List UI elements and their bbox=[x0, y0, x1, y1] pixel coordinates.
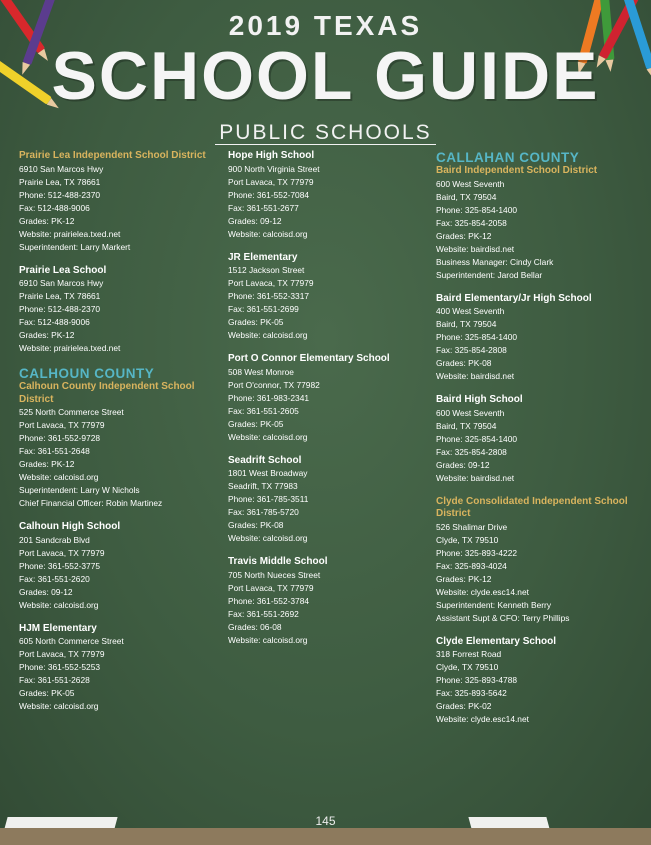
entry-detail-line: 1512 Jackson Street bbox=[228, 265, 305, 275]
district-name: Baird Independent School District bbox=[436, 165, 598, 176]
entry-detail-line: 526 Shalimar Drive bbox=[436, 521, 508, 532]
entry-detail-line: 318 Forrest Road bbox=[436, 649, 502, 659]
entry-detail-line: Grades: PK-05 bbox=[19, 688, 75, 698]
entry-detail-line: Port Lavaca, TX 77979 bbox=[228, 582, 314, 593]
entry-detail-line: Grades: PK-12 bbox=[19, 215, 75, 226]
entry-detail-line: Port O'connor, TX 77982 bbox=[228, 379, 320, 390]
entry-detail-line: Website: clyde.esc14.net bbox=[436, 714, 529, 724]
school-name: Hope High School bbox=[228, 150, 315, 161]
entry-detail-line: 1801 West Broadway bbox=[228, 468, 308, 478]
page-subtitle bbox=[0, 121, 651, 145]
page-subtitle-text: PUBLIC SCHOOLS bbox=[215, 121, 435, 145]
entry-detail-line: Fax: 361-551-2648 bbox=[19, 446, 90, 456]
entry-detail-line: Website: calcoisd.org bbox=[228, 330, 308, 340]
entry-detail-line: Fax: 361-551-2692 bbox=[228, 608, 299, 619]
entry-detail-line: Phone: 361-552-3784 bbox=[228, 595, 310, 606]
page-title: SCHOOL GUIDE bbox=[51, 38, 600, 114]
entry-detail-line: Prairie Lea, TX 78661 bbox=[19, 176, 101, 187]
entry-detail-line: Port Lavaca, TX 77979 bbox=[19, 547, 105, 558]
entry-detail-line: Website: calcoisd.org bbox=[228, 533, 308, 543]
entry-detail-line: Phone: 512-488-2370 bbox=[19, 304, 101, 314]
entry-detail-line: Fax: 512-488-9006 bbox=[19, 317, 90, 327]
entry-detail-line: 900 North Virginia Street bbox=[228, 163, 320, 174]
school-entry bbox=[228, 455, 433, 546]
entry-detail-line: Grades: PK-05 bbox=[228, 317, 284, 327]
county-heading: CALLAHAN COUNTY bbox=[436, 150, 580, 165]
entry-detail-line: 6910 San Marcos Hwy bbox=[19, 163, 104, 174]
entry-detail-line: Website: bairdisd.net bbox=[436, 371, 515, 381]
entry-detail-line: Business Manager: Cindy Clark bbox=[436, 256, 554, 267]
entry-detail-line: Website: calcoisd.org bbox=[19, 599, 99, 610]
school-name: Seadrift School bbox=[228, 454, 302, 466]
school-entry bbox=[228, 252, 433, 343]
entry-detail-line: Phone: 512-488-2370 bbox=[19, 189, 101, 200]
district-entry bbox=[436, 496, 641, 625]
entry-detail-line: Fax: 325-854-2808 bbox=[436, 345, 507, 355]
entry-detail-line: Grades: PK-12 bbox=[19, 330, 75, 340]
entry-detail-line: Phone: 361-552-3775 bbox=[19, 560, 101, 571]
entry-detail-line: Fax: 325-854-2808 bbox=[436, 446, 507, 457]
entry-detail-line: Fax: 325-893-4024 bbox=[436, 560, 507, 571]
school-name: Baird Elementary/Jr High School bbox=[436, 292, 592, 304]
entry-detail-line: Fax: 325-854-2058 bbox=[436, 217, 507, 228]
school-entry bbox=[436, 636, 641, 727]
school-entry bbox=[228, 150, 433, 241]
column-2 bbox=[228, 150, 433, 658]
entry-detail-line: Grades: PK-08 bbox=[228, 520, 284, 530]
entry-detail-line: Grades: 06-08 bbox=[228, 621, 282, 632]
entry-detail-line: Fax: 361-551-2699 bbox=[228, 304, 299, 314]
entry-detail-line: Fax: 361-551-2677 bbox=[228, 202, 299, 213]
entry-detail-line: Assistant Supt & CFO: Terry Phillips bbox=[436, 612, 570, 623]
entry-detail-line: Superintendent: Kenneth Berry bbox=[436, 599, 552, 610]
entry-detail-line: Grades: PK-05 bbox=[228, 418, 284, 429]
entry-detail-line: Fax: 512-488-9006 bbox=[19, 202, 90, 213]
entry-detail-line: Grades: PK-08 bbox=[436, 358, 492, 368]
entry-detail-line: Phone: 361-552-3317 bbox=[228, 291, 310, 301]
entry-detail-line: Phone: 325-854-1400 bbox=[436, 433, 518, 444]
entry-detail-line: Clyde, TX 79510 bbox=[436, 534, 499, 545]
chalk-ledge bbox=[0, 828, 651, 845]
entry-detail-line: 525 North Commerce Street bbox=[19, 407, 124, 417]
entry-detail-line: Baird, TX 79504 bbox=[436, 420, 497, 431]
school-name: Travis Middle School bbox=[228, 556, 328, 567]
entry-detail-line: Website: calcoisd.org bbox=[228, 634, 308, 645]
school-name: Port O Connor Elementary School bbox=[228, 353, 390, 364]
entry-detail-line: Port Lavaca, TX 77979 bbox=[228, 176, 314, 187]
school-entry bbox=[436, 394, 641, 485]
entry-detail-line: Grades: PK-12 bbox=[436, 230, 492, 241]
entry-detail-line: Website: calcoisd.org bbox=[228, 431, 308, 442]
entry-detail-line: 6910 San Marcos Hwy bbox=[19, 278, 104, 288]
school-entry bbox=[228, 353, 433, 444]
entry-detail-line: Website: prairielea.txed.net bbox=[19, 228, 121, 239]
entry-detail-line: Grades: PK-12 bbox=[19, 459, 75, 469]
entry-detail-line: Fax: 361-785-5720 bbox=[228, 507, 299, 517]
entry-detail-line: Seadrift, TX 77983 bbox=[228, 481, 298, 491]
school-name: HJM Elementary bbox=[19, 622, 97, 634]
page-number: 145 bbox=[315, 814, 336, 828]
entry-detail-line: Phone: 325-893-4788 bbox=[436, 675, 518, 685]
entry-detail-line: Fax: 361-551-2620 bbox=[19, 573, 90, 584]
entry-detail-line: 201 Sandcrab Blvd bbox=[19, 534, 90, 545]
entry-detail-line: Phone: 361-785-3511 bbox=[228, 494, 309, 504]
school-entry bbox=[19, 623, 224, 714]
district-name: Calhoun County Independent School District bbox=[19, 381, 195, 405]
school-name: Clyde Elementary School bbox=[436, 635, 557, 647]
entry-detail-line: 508 West Monroe bbox=[228, 366, 294, 377]
entry-detail-line: Website: clyde.esc14.net bbox=[436, 586, 529, 597]
entry-detail-line: Grades: 09-12 bbox=[436, 459, 490, 470]
entry-detail-line: Fax: 361-551-2605 bbox=[228, 405, 299, 416]
entry-detail-line: Port Lavaca, TX 77979 bbox=[19, 420, 105, 430]
district-entry bbox=[436, 165, 641, 282]
entry-detail-line: Website: calcoisd.org bbox=[228, 228, 308, 239]
school-entry bbox=[436, 293, 641, 384]
entry-detail-line: Website: calcoisd.org bbox=[19, 701, 99, 711]
column-1 bbox=[19, 150, 224, 724]
entry-detail-line: Website: calcoisd.org bbox=[19, 472, 99, 482]
entry-detail-line: Port Lavaca, TX 77979 bbox=[228, 278, 314, 288]
entry-detail-line: Phone: 325-893-4222 bbox=[436, 547, 518, 558]
county-heading: CALHOUN COUNTY bbox=[19, 366, 155, 381]
entry-detail-line: Phone: 361-552-7084 bbox=[228, 189, 310, 200]
entry-detail-line: Phone: 361-552-9728 bbox=[19, 433, 101, 443]
entry-detail-line: Superintendent: Larry W Nichols bbox=[19, 485, 140, 495]
entry-detail-line: 605 North Commerce Street bbox=[19, 636, 124, 646]
entry-detail-line: Baird, TX 79504 bbox=[436, 191, 497, 202]
school-name: Prairie Lea School bbox=[19, 264, 107, 276]
entry-detail-line: 600 West Seventh bbox=[436, 407, 505, 418]
entry-detail-line: Superintendent: Larry Markert bbox=[19, 241, 131, 252]
entry-detail-line: Port Lavaca, TX 77979 bbox=[19, 649, 105, 659]
school-name: Calhoun High School bbox=[19, 521, 121, 532]
entry-detail-line: Grades: 09-12 bbox=[228, 215, 282, 226]
entry-detail-line: Phone: 361-552-5253 bbox=[19, 662, 101, 672]
entry-detail-line: Prairie Lea, TX 78661 bbox=[19, 291, 101, 301]
district-name: Prairie Lea Independent School District bbox=[19, 150, 206, 161]
entry-detail-line: Website: prairielea.txed.net bbox=[19, 343, 121, 353]
entry-detail-line: 400 West Seventh bbox=[436, 306, 505, 316]
column-3 bbox=[436, 150, 641, 737]
entry-detail-line: Baird, TX 79504 bbox=[436, 319, 497, 329]
school-entry bbox=[19, 521, 224, 612]
entry-detail-line: 600 West Seventh bbox=[436, 178, 505, 189]
school-name: JR Elementary bbox=[228, 251, 298, 263]
school-name: Baird High School bbox=[436, 394, 523, 405]
entry-detail-line: Phone: 325-854-1400 bbox=[436, 332, 518, 342]
district-entry bbox=[19, 381, 224, 510]
school-entry bbox=[228, 556, 433, 647]
district-name: Clyde Consolidated Independent School District bbox=[436, 495, 628, 519]
entry-detail-line: Phone: 325-854-1400 bbox=[436, 204, 518, 215]
header-year: 2019 TEXAS bbox=[228, 10, 423, 41]
entry-detail-line: 705 North Nueces Street bbox=[228, 569, 321, 580]
entry-detail-line: Phone: 361-983-2341 bbox=[228, 392, 310, 403]
entry-detail-line: Chief Financial Officer: Robin Martinez bbox=[19, 498, 163, 508]
entry-detail-line: Clyde, TX 79510 bbox=[436, 662, 499, 672]
entry-detail-line: Fax: 325-893-5642 bbox=[436, 688, 507, 698]
entry-detail-line: Grades: PK-12 bbox=[436, 573, 492, 584]
district-entry bbox=[19, 150, 224, 254]
entry-detail-line: Fax: 361-551-2628 bbox=[19, 675, 90, 685]
entry-detail-line: Grades: PK-02 bbox=[436, 701, 492, 711]
entry-detail-line: Website: bairdisd.net bbox=[436, 472, 515, 483]
entry-detail-line: Grades: 09-12 bbox=[19, 586, 73, 597]
school-entry bbox=[19, 265, 224, 356]
entry-detail-line: Superintendent: Jarod Bellar bbox=[436, 269, 543, 280]
entry-detail-line: Website: bairdisd.net bbox=[436, 243, 515, 254]
